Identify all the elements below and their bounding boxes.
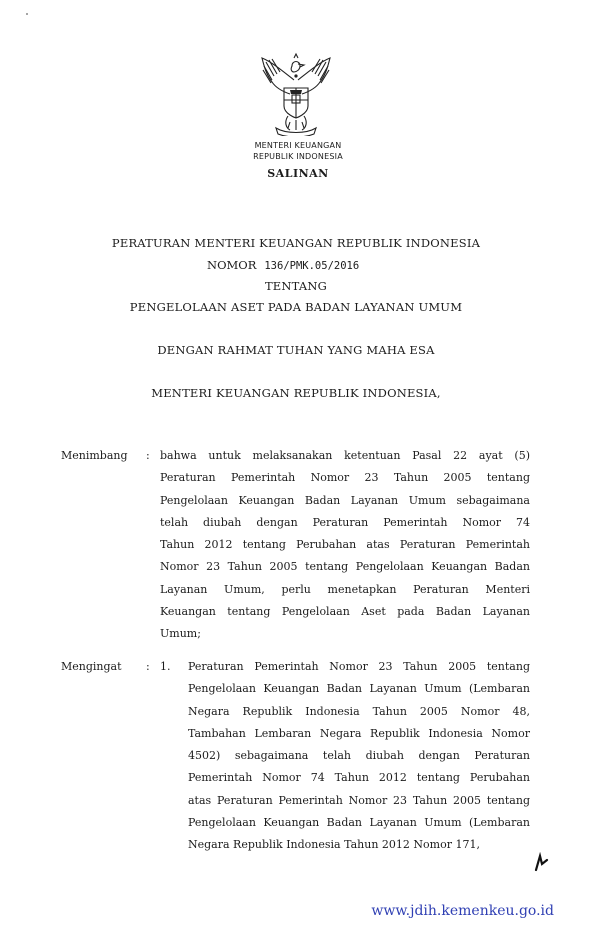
text-line: 4502) sebagaimana telah diubah dengan Peraturan — [188, 749, 530, 763]
regulation-subject: PENGELOLAAN ASET PADA BADAN LAYANAN UMUM — [129, 300, 463, 314]
garuda-emblem-icon — [254, 50, 338, 136]
text-line: Pengelolaan Keuangan Badan Layanan Umum sebagaimana — [160, 493, 530, 507]
mengingat-label: Mengingat — [61, 660, 122, 673]
menimbang-colon: : — [146, 449, 150, 462]
text-line: Peraturan Pemerintah Nomor 23 Tahun 2005 tentang — [160, 471, 530, 485]
issuer-line-2: REPUBLIK INDONESIA — [253, 152, 343, 161]
regulation-title: PERATURAN MENTERI KEUANGAN REPUBLIK INDONESIA — [111, 236, 481, 250]
text-line: atas Peraturan Pemerintah Nomor 23 Tahun 2005 tentang — [188, 793, 530, 807]
text-line: telah diubah dengan Peraturan Pemerintah Nomor 74 — [160, 515, 530, 529]
text-line: Peraturan Pemerintah Nomor 23 Tahun 2005 tentang — [188, 660, 530, 673]
text-line: Pengelolaan Keuangan Badan Layanan Umum (Lembaran — [188, 816, 530, 830]
text-line: Tambahan Lembaran Negara Republik Indonesia Nomor — [188, 726, 530, 740]
salinan-stamp: SALINAN — [267, 167, 329, 180]
mengingat-item-number: 1. — [160, 660, 171, 673]
text-line: Nomor 23 Tahun 2005 tentang Pengelolaan Keuangan Badan — [160, 560, 530, 574]
menimbang-text — [160, 445, 530, 646]
text-line: Tahun 2012 tentang Perubahan atas Peraturan Pemerintah — [160, 538, 530, 552]
text-line: Pengelolaan Keuangan Badan Layanan Umum (Lembaran — [188, 682, 530, 696]
footer-url: www.jdih.kemenkeu.go.id — [371, 903, 554, 919]
nomor-label: NOMOR — [207, 258, 257, 272]
issuer-line-1: MENTERI KEUANGAN — [254, 141, 342, 150]
text-line: Negara Republik Indonesia Tahun 2012 Nomor 171, — [188, 838, 480, 852]
initial-mark-icon — [533, 852, 551, 872]
mengingat-colon: : — [146, 660, 150, 673]
text-line: Keuangan tentang Pengelolaan Aset pada Badan Layanan — [160, 605, 530, 619]
nomor-value: 136/PMK.05/2016 — [264, 260, 360, 272]
text-line: Negara Republik Indonesia Tahun 2005 Nomor 48, — [188, 704, 530, 718]
text-line: bahwa untuk melaksanakan ketentuan Pasal 22 ayat (5) — [160, 449, 530, 462]
minister-heading: MENTERI KEUANGAN REPUBLIK INDONESIA, — [151, 386, 441, 400]
text-line: Layanan Umum, perlu menetapkan Peraturan Menteri — [160, 582, 530, 596]
regulation-number — [207, 258, 359, 272]
mengingat-item-text — [188, 656, 530, 857]
tentang-heading: TENTANG — [264, 279, 328, 293]
text-line: Umum; — [160, 627, 201, 641]
scan-speck — [26, 13, 28, 15]
preamble: DENGAN RAHMAT TUHAN YANG MAHA ESA — [157, 343, 435, 357]
text-line: Pemerintah Nomor 74 Tahun 2012 tentang Perubahan — [188, 771, 530, 785]
menimbang-label: Menimbang — [61, 449, 128, 462]
